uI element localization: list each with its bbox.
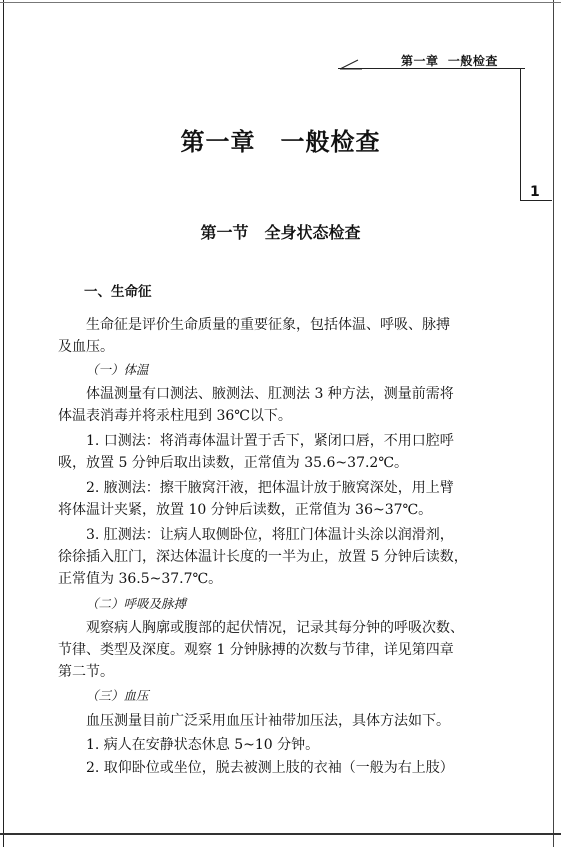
heading-vital-signs: 一、生命征 bbox=[84, 284, 152, 300]
body-line: 将体温计夹紧，放置 10 分钟后读数，正常值为 36~37℃。 bbox=[58, 502, 433, 518]
body-line: 1. 口测法：将消毒体温计置于舌下，紧闭口唇，不用口腔呼 bbox=[86, 433, 454, 449]
running-head-chapter: 第一章 bbox=[401, 54, 439, 68]
running-head-rule bbox=[338, 68, 525, 69]
body-line: 体温测量有口测法、腋测法、肛测法 3 种方法，测量前需将 bbox=[86, 386, 454, 402]
body-line: 体温表消毒并将汞柱甩到 36℃以下。 bbox=[58, 408, 292, 424]
subheading-respiration-pulse: （二）呼吸及脉搏 bbox=[86, 596, 187, 611]
body-line: 观察病人胸廓或腹部的起伏情况，记录其每分钟的呼吸次数、 bbox=[86, 620, 464, 636]
body-line: 生命征是评价生命质量的重要征象，包括体温、呼吸、脉搏 bbox=[86, 317, 450, 333]
page-number: 1 bbox=[530, 184, 540, 200]
body-line: 及血压。 bbox=[58, 339, 114, 355]
chapter-title: 第一章 一般检查 bbox=[180, 128, 381, 156]
page-bottom-rule bbox=[0, 833, 561, 835]
body-line: 1. 病人在安静状态休息 5~10 分钟。 bbox=[86, 737, 320, 753]
body-line: 吸，放置 5 分钟后取出读数，正常值为 35.6~37.2℃。 bbox=[58, 455, 408, 471]
body-line: 第二节。 bbox=[58, 664, 114, 680]
body-line: 2. 腋测法：擦干腋窝汗液，把体温计放于腋窝深处，用上臂 bbox=[86, 480, 454, 496]
body-line: 正常值为 36.5~37.7℃。 bbox=[58, 571, 223, 587]
page-number-rule bbox=[520, 200, 552, 201]
body-line: 血压测量目前广泛采用血压计袖带加压法，具体方法如下。 bbox=[86, 713, 450, 729]
page-edge-top bbox=[0, 2, 561, 3]
running-head-title: 一般检查 bbox=[447, 54, 498, 68]
body-line: 徐徐插入肛门，深达体温计长度的一半为止，放置 5 分钟后读数， bbox=[58, 549, 468, 565]
body-line: 节律、类型及深度。观察 1 分钟脉搏的次数与节律，详见第四章 bbox=[58, 642, 454, 658]
body-line: 3. 肛测法：让病人取侧卧位，将肛门体温计头涂以润滑剂， bbox=[86, 527, 454, 543]
section-title: 第一节 全身状态检查 bbox=[200, 223, 361, 242]
subheading-temperature: （一）体温 bbox=[86, 362, 149, 377]
body-line: 2. 取仰卧位或坐位，脱去被测上肢的衣袖（一般为右上肢） bbox=[86, 760, 454, 776]
running-head bbox=[338, 52, 508, 74]
running-head-text bbox=[401, 52, 498, 69]
subheading-blood-pressure: （三）血压 bbox=[86, 688, 149, 703]
